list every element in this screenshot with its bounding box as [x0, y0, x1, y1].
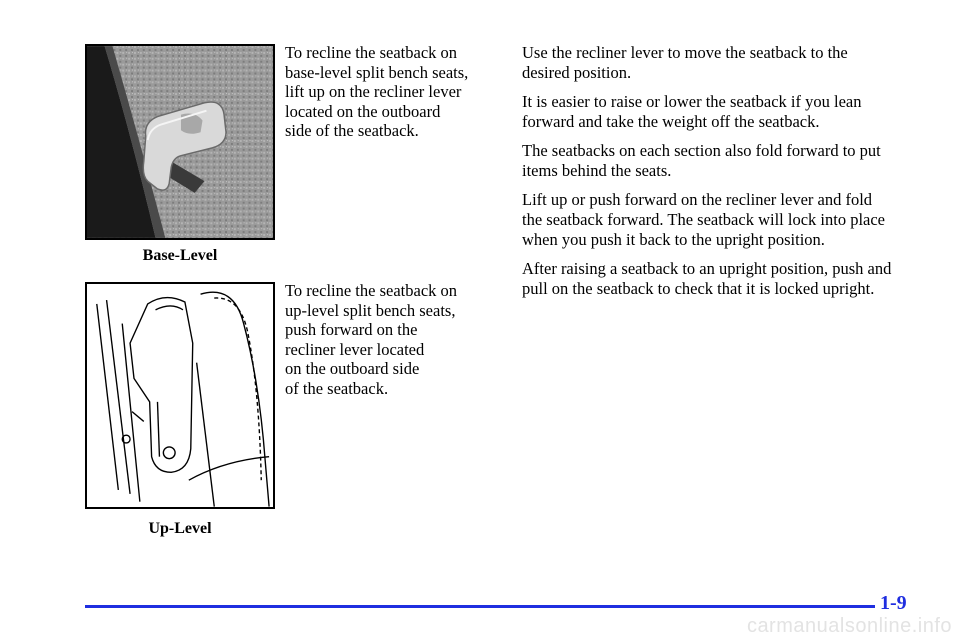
text-line: After raising a seatback to an upright position, push and [522, 259, 892, 278]
watermark: carmanualsonline.info [746, 615, 952, 637]
text-line: To recline the seatback on [285, 281, 458, 300]
text-line: To recline the seatback on [285, 43, 458, 62]
text-line: side of the seatback. [285, 121, 419, 141]
figure-caption-base-level: Base-Level [142, 247, 218, 264]
text-line: desired position. [522, 63, 632, 82]
page-number: 1-9 [880, 592, 907, 614]
text-line: up-level split bench seats, [285, 300, 456, 320]
base-level-instructions [285, 43, 500, 141]
figure-caption-up-level: Up-Level [148, 520, 212, 537]
text-line: of the seatback. [285, 378, 389, 398]
paragraph [522, 141, 932, 181]
text-line: The seatbacks on each section also fold forward to put [522, 141, 881, 160]
text-line: pull on the seatback to check that it is locked upright. [522, 279, 875, 298]
paragraph [522, 43, 932, 83]
text-line: located on the outboard [285, 101, 441, 121]
up-level-recliner-drawing [85, 282, 275, 509]
text-line: lift up on the recliner lever [285, 82, 462, 102]
text-line: It is easier to raise or lower the seatback if you lean [522, 92, 862, 111]
text-line: on the outboard side [285, 359, 420, 379]
text-line: push forward on the [285, 320, 418, 340]
paragraph [522, 190, 932, 250]
up-level-lever-illustration [87, 284, 273, 507]
text-line: base-level split bench seats, [285, 62, 469, 82]
base-level-recliner-photo [85, 44, 275, 240]
up-level-instructions [285, 281, 500, 399]
paragraph [522, 259, 932, 299]
text-line: items behind the seats. [522, 161, 672, 180]
text-line: recliner lever located [285, 339, 425, 359]
base-level-lever-illustration [87, 46, 273, 238]
text-line: the seatback forward. The seatback will lock into place [522, 210, 886, 229]
text-line: Lift up or push forward on the recliner lever and fold [522, 190, 873, 209]
recliner-body-text [522, 43, 932, 308]
text-line: when you push it back to the upright position. [522, 230, 825, 249]
footer-rule [85, 605, 875, 608]
text-line: forward and take the weight off the seatback. [522, 112, 820, 131]
paragraph [522, 92, 932, 132]
text-line: Use the recliner lever to move the seatback to the [522, 43, 848, 62]
